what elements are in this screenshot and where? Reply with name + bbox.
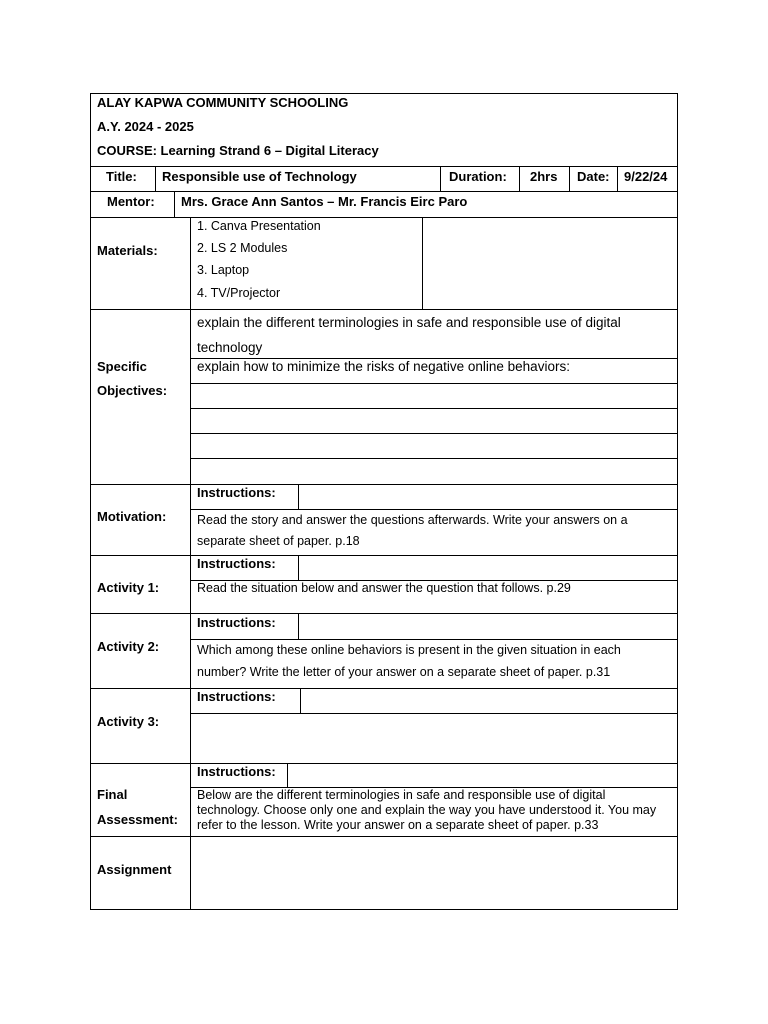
row-divider [90, 613, 678, 614]
academic-year: A.Y. 2024 - 2025 [97, 119, 194, 134]
final-assessment-instructions-label: Instructions: [197, 764, 276, 779]
activity1-text: Read the situation below and answer the question that follows. p.29 [197, 581, 571, 595]
date-label: Date: [577, 169, 610, 184]
cell-divider [569, 166, 570, 191]
motivation-label: Motivation: [97, 509, 167, 524]
activity2-text: Which among these online behaviors is present in the given situation in each number? Write the letter of your answer on a separate sheet of paper. p.31 [197, 643, 621, 679]
duration-label: Duration: [449, 169, 507, 184]
materials-item: 4. TV/Projector [197, 286, 281, 300]
cell-divider [519, 166, 520, 191]
cell-divider [298, 484, 299, 509]
materials-item: 2. LS 2 Modules [197, 241, 288, 255]
motivation-instructions-label: Instructions: [197, 485, 276, 500]
course-title: COURSE: Learning Strand 6 – Digital Literacy [97, 143, 379, 158]
activity2-label: Activity 2: [97, 639, 160, 654]
materials-item: 3. Laptop [197, 263, 250, 277]
final-assessment-text: Below are the different terminologies in safe and responsible use of digital technology. Choose only one and explain the way you have understood it. You may refer to the lesson. Write your answer on a separate sheet of paper. p.33 [197, 788, 657, 832]
school-name: ALAY KAPWA COMMUNITY SCHOOLING [97, 95, 349, 110]
title-value: Responsible use of Technology [162, 169, 357, 184]
row-divider [190, 408, 678, 409]
activity3-label: Activity 3: [97, 714, 160, 729]
objectives-label: Objectives: [97, 383, 168, 398]
final-assessment-label: Assessment: [97, 812, 178, 827]
row-divider [190, 713, 678, 714]
row-divider [90, 484, 678, 485]
cell-divider [422, 217, 423, 309]
row-divider [90, 688, 678, 689]
row-divider [190, 383, 678, 384]
objective-item: explain the different terminologies in safe and responsible use of digital technology [197, 315, 621, 355]
label-column-divider [190, 217, 191, 909]
table-border [90, 909, 678, 910]
row-divider [190, 458, 678, 459]
activity2-instructions-label: Instructions: [197, 615, 276, 630]
title-label: Title: [106, 169, 137, 184]
row-divider [90, 191, 678, 192]
activity3-instructions-label: Instructions: [197, 689, 276, 704]
cell-divider [617, 166, 618, 191]
cell-divider [440, 166, 441, 191]
row-divider [90, 217, 678, 218]
mentor-label: Mentor: [107, 194, 155, 209]
cell-divider [287, 763, 288, 787]
mentor-value: Mrs. Grace Ann Santos – Mr. Francis Eirc Paro [181, 194, 468, 209]
row-divider [190, 433, 678, 434]
date-value: 9/22/24 [624, 169, 668, 184]
activity1-instructions-label: Instructions: [197, 556, 276, 571]
row-divider [90, 836, 678, 837]
cell-divider [155, 166, 156, 191]
table-border [90, 93, 678, 94]
duration-value: 2hrs [530, 169, 558, 184]
materials-item: 1. Canva Presentation [197, 219, 321, 233]
materials-label: Materials: [97, 243, 158, 258]
cell-divider [298, 555, 299, 580]
final-assessment-label: Final [97, 787, 128, 802]
objective-item: explain how to minimize the risks of negative online behaviors: [197, 359, 570, 374]
objectives-label: Specific [97, 359, 147, 374]
row-divider [90, 555, 678, 556]
activity1-label: Activity 1: [97, 580, 160, 595]
cell-divider [298, 613, 299, 639]
row-divider [90, 166, 678, 167]
cell-divider [300, 688, 301, 713]
row-divider [90, 763, 678, 764]
cell-divider [174, 191, 175, 217]
assignment-label: Assignment [97, 862, 172, 877]
table-border [90, 93, 91, 910]
motivation-text: Read the story and answer the questions afterwards. Write your answers on a separate sheet of paper. p.18 [197, 513, 628, 548]
